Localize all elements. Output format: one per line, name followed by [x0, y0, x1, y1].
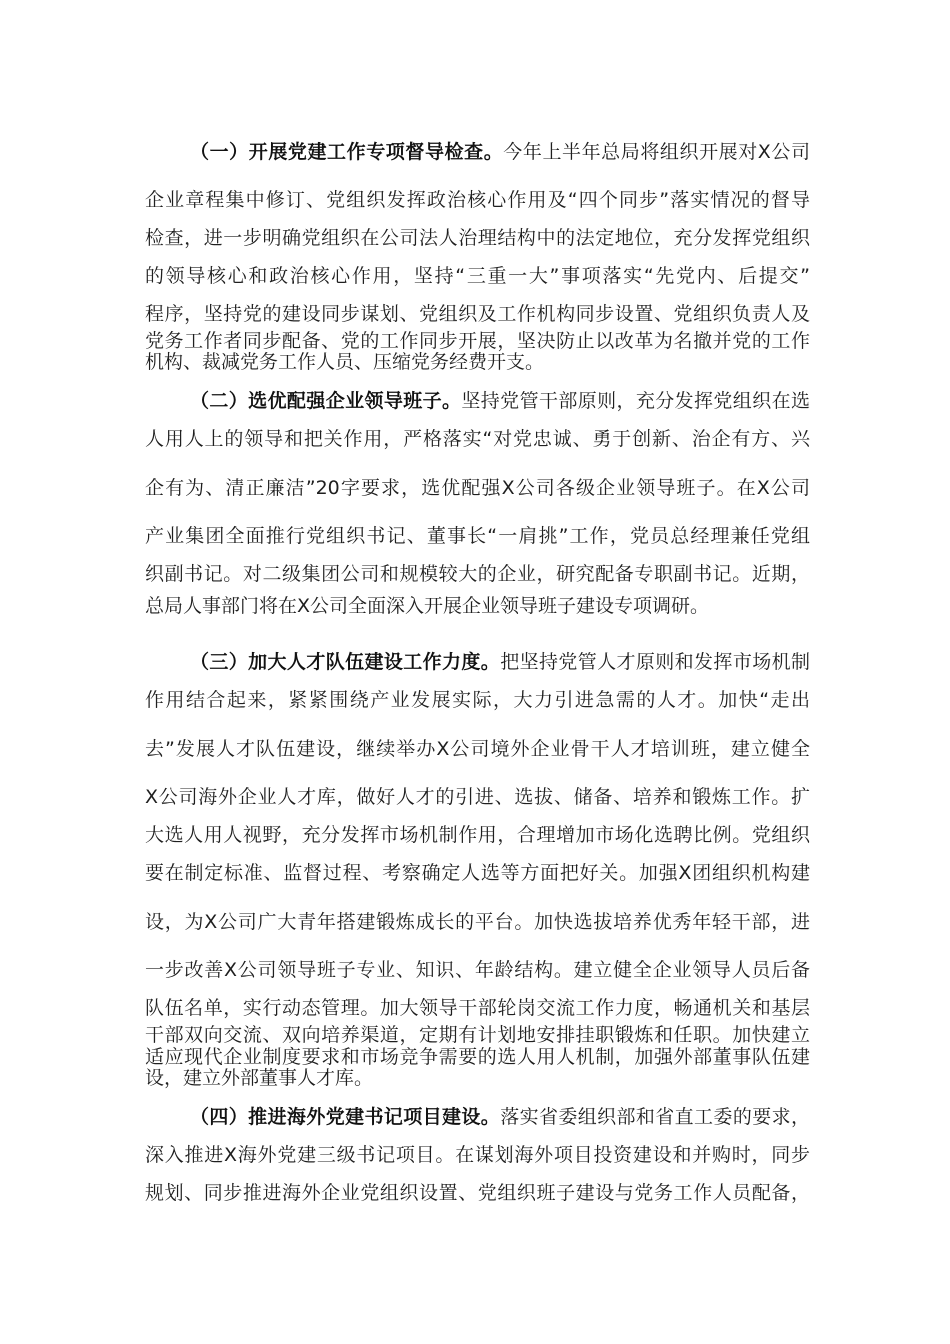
section-3-line-4: Ⅹ公司海外企业人才库，做好人才的引进、选拔、储备、培养和锻炼工作。扩	[145, 786, 810, 808]
section-2-text-1: 坚持党管干部原则，充分发挥党组织在选	[461, 390, 810, 412]
section-2-line-3: 企有为、清正廉洁”20字要求，选优配强Ⅹ公司各级企业领导班子。在Ⅹ公司	[145, 477, 810, 499]
section-2-line-2: 人用人上的领导和把关作用，严格落实“对党忠诚、勇于创新、治企有方、兴	[145, 428, 810, 450]
section-1-line-6: 党务工作者同步配备、党的工作同步开展，坚决防止以改革为名撤并党的工作	[145, 330, 810, 352]
section-1-line-4: 的领导核心和政治核心作用，坚持“三重一大”事项落实“先党内、后提交”	[145, 265, 810, 287]
section-4-heading: （四）推进海外党建书记项目建设。	[190, 1106, 501, 1128]
section-4-line-1	[190, 1103, 810, 1131]
section-2-line-4: 产业集团全面推行党组织书记、董事长“一肩挑”工作，党员总经理兼任党组	[145, 525, 810, 547]
section-3-line-9: 队伍名单，实行动态管理。加大领导干部轮岗交流工作力度，畅通机关和基层	[145, 997, 810, 1019]
section-3-line-2: 作用结合起来，紧紧围绕产业发展实际，大力引进急需的人才。加快“走出	[145, 689, 810, 711]
section-2-line-1	[190, 387, 810, 415]
section-3-heading: （三）加大人才队伍建设工作力度。	[190, 651, 501, 673]
section-1-heading: （一）开展党建工作专项督导检查。	[190, 141, 504, 163]
section-3-line-3: 去”发展人才队伍建设，继续举办Ⅹ公司境外企业骨干人才培训班，建立健全	[145, 738, 810, 760]
section-1-line-7: 机构、裁减党务工作人员、压缩党务经费开支。	[145, 351, 545, 373]
section-4-line-2: 深入推进Ⅹ海外党建三级书记项目。在谋划海外项目投资建设和并购时，同步	[145, 1144, 810, 1166]
section-3-line-5: 大选人用人视野，充分发挥市场机制作用，合理增加市场化选聘比例。党组织	[145, 824, 810, 846]
section-1-line-5: 程序，坚持党的建设同步谋划、党组织及工作机构同步设置、党组织负责人及	[145, 303, 810, 325]
section-2-line-6: 总局人事部门将在Ⅹ公司全面深入开展企业领导班子建设专项调研。	[145, 595, 710, 617]
section-1-line-2: 企业章程集中修订、党组织发挥政治核心作用及“四个同步”落实情况的督导	[145, 189, 810, 211]
section-3-line-12: 设，建立外部董事人才库。	[145, 1067, 374, 1089]
section-2-line-5: 织副书记。对二级集团公司和规模较大的企业，研究配备专职副书记。近期，	[145, 563, 810, 585]
section-3-text-1: 把坚持党管人才原则和发挥市场机制	[500, 651, 810, 673]
section-3-line-6: 要在制定标准、监督过程、考察确定人选等方面把好关。加强Ⅹ团组织机构建	[145, 862, 810, 884]
section-1-text-1: 今年上半年总局将组织开展对Ⅹ公司	[503, 141, 810, 163]
section-3-line-1	[190, 648, 810, 676]
section-3-line-7: 设，为Ⅹ公司广大青年搭建锻炼成长的平台。加快选拔培养优秀年轻干部，进	[145, 911, 810, 933]
section-3-line-11: 适应现代企业制度要求和市场竞争需要的选人用人机制，加强外部董事队伍建	[145, 1046, 810, 1068]
section-3-line-10: 干部双向交流、双向培养渠道，定期有计划地安排挂职锻炼和任职。加快建立	[145, 1024, 810, 1046]
section-2-heading: （二）选优配强企业领导班子。	[190, 390, 462, 412]
section-1-line-3: 检查，进一步明确党组织在公司法人治理结构中的法定地位，充分发挥党组织	[145, 227, 810, 249]
section-4-text-1: 落实省委组织部和省直工委的要求，	[500, 1106, 810, 1128]
section-4-line-3: 规划、同步推进海外企业党组织设置、党组织班子建设与党务工作人员配备，	[145, 1182, 810, 1204]
section-3-line-8: 一步改善Ⅹ公司领导班子专业、知识、年龄结构。建立健全企业领导人员后备	[145, 959, 810, 981]
section-1-line-1	[190, 138, 810, 166]
